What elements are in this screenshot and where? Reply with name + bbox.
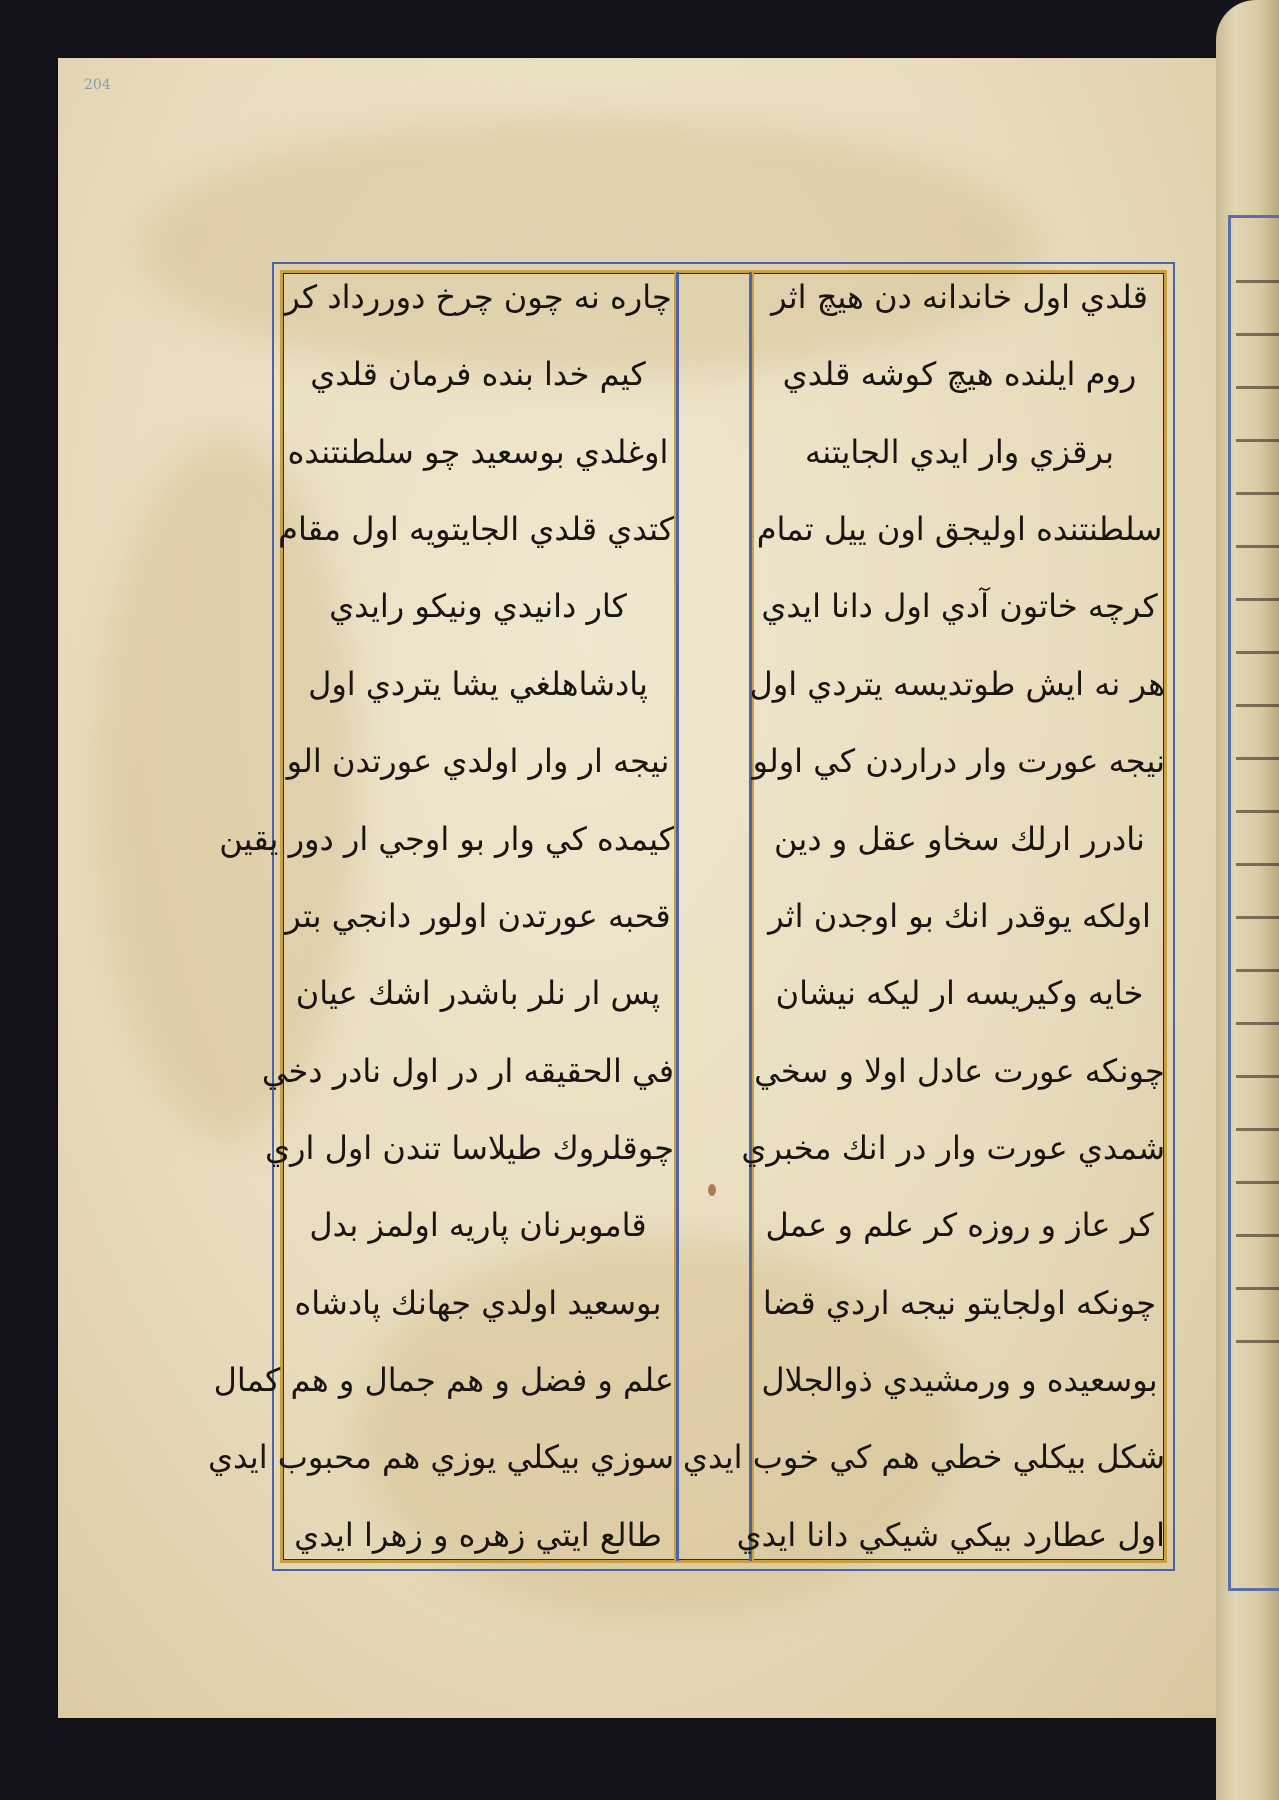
verse-line: كرچه خاتون آدي اول دانا ايدي — [761, 587, 1158, 626]
verse-line: قاموبرنان پاريه اولمز بدل — [309, 1206, 647, 1245]
left-column — [207, 272, 676, 1561]
verse-line: بوسعيد اولدي جهانك پادشاه — [294, 1283, 662, 1322]
verse-line: اوغلدي بوسعيد چو سلطنتنده — [287, 432, 669, 471]
verse-line: نيجه ار وار اولدي عورتدن الو — [286, 742, 670, 781]
verse-line: پس ار نلر باشدر اشك عيان — [295, 974, 661, 1013]
verse-line: كيم خدا بنده فرمان قلدي — [310, 355, 646, 394]
verse-line: بوسعيده و ورمشيدي ذوالجلال — [761, 1361, 1158, 1400]
verse-line: طالع ايتي زهره و زهرا ايدي — [294, 1515, 662, 1554]
verse-line: هر نه ايش طوتديسه يتردي اول — [749, 664, 1165, 703]
verse-line: سلطنتنده اوليجق اون ييل تمام — [756, 510, 1163, 549]
verse-line: خايه وكيريسه ار ليكه نيشان — [775, 974, 1144, 1013]
verse-line: پادشاهلغي يشا يتردي اول — [308, 664, 648, 703]
ink-spot — [708, 1184, 716, 1196]
verse-line: كار دانيدي ونيكو رايدي — [329, 587, 627, 626]
verse-line: كتدي قلدي الجايتويه اول مقام — [278, 510, 674, 549]
verse-line: علم و فضل و هم جمال و هم كمال — [213, 1361, 674, 1400]
verse-line: قحبه عورتدن اولور دانجي بتر — [285, 896, 671, 935]
verse-line: چونكه عورت عادل اولا و سخي — [754, 1051, 1165, 1090]
text-frame — [207, 262, 1175, 1571]
verse-line: چوقلروك طيلاسا تندن اول اري — [265, 1128, 674, 1167]
verse-line: كيمده كي وار بو اوجي ار دور يقين — [219, 819, 674, 858]
verse-line: قلدي اول خاندانه دن هيچ اثر — [771, 278, 1148, 316]
verse-line: نادرر ارلك سخاو عقل و دين — [774, 819, 1145, 858]
verse-line: برقزي وار ايدي الجايتنه — [805, 432, 1114, 471]
verse-line: في الحقيقه ار در اول نادر دخي — [261, 1051, 674, 1090]
right-column — [682, 272, 1165, 1561]
verse-line: شمدي عورت وار در انك مخبري — [741, 1128, 1165, 1167]
verse-line: اول عطارد بيكي شيكي دانا ايدي — [736, 1515, 1165, 1554]
verse-line: كر عاز و روزه كر علم و عمل — [765, 1206, 1154, 1245]
verse-line: نيجه عورت وار دراردن كي اولو — [752, 742, 1165, 781]
verse-line: شكل بيكلي خطي هم كي خوب ايدي — [682, 1438, 1165, 1477]
verse-line: چاره نه چون چرخ دوررداد كر — [284, 278, 672, 316]
verse-line: سوزي بيكلي يوزي هم محبوب ايدي — [207, 1438, 674, 1477]
verse-line: روم ايلنده هيچ كوشه قلدي — [782, 355, 1137, 394]
verse-line: اولكه يوقدر انك بو اوجدن اثر — [768, 896, 1151, 935]
folio-number: 204 — [84, 77, 111, 93]
adjacent-page-text — [1236, 230, 1279, 1371]
verse-line: چونكه اولجايتو نيجه اردي قضا — [762, 1283, 1157, 1322]
